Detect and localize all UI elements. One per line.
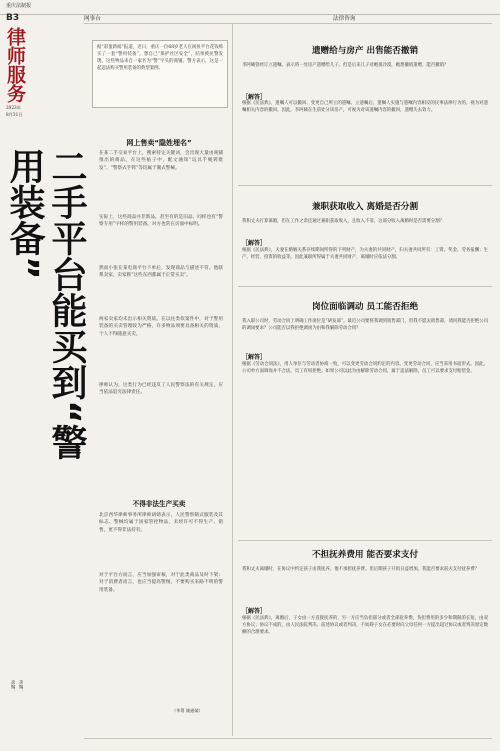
big-vertical-title: 二手平台能买到“警用装备”	[4, 148, 87, 460]
footer-rule	[84, 738, 492, 739]
design-credit: 美编：	[19, 680, 25, 693]
quote-text: 据“彩蛋新闻”报道，近日，重庆一位68岁老人在闲鱼平台花钱购买了一套“警用装备”，想自己“保护社区安全”。结果被民警发现，这些物品来自一家名为“警”字头的商铺。警方表示，这是一起违法购买警用装备的典型案例。	[97, 45, 223, 72]
left-paragraph: 实际上，这些商品并非新品，甚至有的是旧品。同样也有“警察专用”字样的警用装备。对方也常在页面中标明。	[99, 215, 223, 228]
left-column-label: 网事台	[84, 16, 101, 22]
paper-name: 重庆法制报	[6, 3, 32, 9]
article-intro: 我和丈夫离婚时，在协议中约定孩子由我抚养，他不承担抚养费。但后期孩子开销日益增加，我能否要求前夫支付抚养费？	[242, 567, 480, 572]
section-title-vertical: 律师服务	[4, 27, 26, 103]
reply-tag: ［解答］	[242, 608, 267, 615]
left-section2-title: 不得非法生产买卖	[132, 500, 186, 508]
article-divider	[238, 185, 492, 186]
left-paragraph: 在某二手交易平台上，搜索特定关键词，会出现大量由商铺推出的商品。在这些帖子中，配文通知“玩具手绳铐批发”、“警察式手铐”等均属于制式警械。	[99, 151, 223, 171]
article-body: 根据《民法典》，离婚后，子女由一方直接抚养的，另一方应当负担部分或者全部抚养费。负担费用的多少和期限的长短，由双方协议；协议不成的，由人民法院判决。前述协议或者判决，不妨碍子女在必要时向父母任何一方提出超过协议或者判决原定数额的合理要求。	[242, 616, 488, 636]
quote-box	[92, 40, 228, 108]
article-intro: 我和丈夫打算离婚，但在工作之余还通过兼职获取收入，且收入不菲，这部分收入离婚时是否需要分割？	[242, 219, 444, 224]
left-section2-paragraph: 对于平台方而言，应当加强审核，对于此类商品及时下架；对于消费者而言，也应当提高警惕，不要购买来路不明的警用装备。	[99, 573, 223, 593]
left-paragraph: 律师认为，这类行为已经违反了人民警察法的有关规定，应当依法追究法律责任。	[99, 383, 223, 396]
article-body: 根据《民法典》，遗嘱人可以撤回、变更自己所立的遗嘱。立遗嘱后，遗嘱人实施与遗嘱内容相反的民事法律行为的，视为对遗嘱相关内容的撤回。因此，李阿姨在生前处分该房产，可视为对该遗嘱内容的撤回，遗赠失去效力。	[242, 101, 488, 114]
issue-date: 2023年	[6, 105, 21, 110]
left-paragraph: 两家卖家均未出示相关资质。在以往类似案件中，对于警用装备的买卖管理较为严格，许多物品须要具备相关的资质，个人不得随意买卖。	[99, 317, 223, 337]
editor-credit: 责编：	[11, 680, 17, 693]
issue-month-day: 8月31日	[6, 112, 23, 117]
article-divider	[238, 286, 492, 287]
left-section2-paragraph: 北京西华律师事务所律师胡婧表示，人民警察制式服装及其标志、警械均属于国家管控物品，未经许可不得生产、销售，更不得非法持有。	[99, 513, 223, 533]
article-title: 兼职获取收入 离婚是否分割	[311, 202, 419, 212]
reply-tag: ［解答］	[242, 240, 267, 247]
left-author: （华菁 姚通婧）	[172, 708, 203, 713]
reply-tag: ［解答］	[242, 94, 267, 101]
masthead	[0, 0, 500, 15]
article-title: 遗赠给与房产 出售能否撤销	[311, 46, 419, 56]
header-rule	[84, 23, 492, 24]
article-body: 根据《劳动合同法》，用人单位与劳动者协商一致，可以变更劳动合同约定的内容。变更劳动合同，应当采用书面形式。因此，公司单方面调岗并不合法，员工有权拒绝。如果公司以此为由解除劳动合同，属于违法解除，员工可以要求支付赔偿金。	[242, 362, 488, 375]
article-divider	[238, 540, 492, 541]
article-title: 岗位面临调动 员工能否拒绝	[311, 302, 419, 312]
article-intro: 我入职公司时，劳动合同上明确工作岗位是“研发部”。最近公司要将我调到销售部门，但我不愿去销售部，请问我能否拒绝公司的调岗要求？公司能否以我拒绝调岗为由和我解除劳动合同？	[242, 319, 488, 332]
left-headline: 网上售卖“隐姓埋名”	[126, 139, 192, 147]
left-paragraph: 然而小张在某电商平台下单后，发现商品与描述不符。他联系卖家，卖家称“这些东西都属于正常买卖”。	[99, 266, 223, 279]
right-column-label: 法律咨询	[333, 16, 356, 22]
article-body: 根据《民法典》，夫妻在婚姻关系存续期间所得的下列财产，为夫妻的共同财产，归夫妻共同所有：工资、奖金、劳务报酬；生产、经营、投资的收益等。因此兼职所得属于夫妻共同财产，离婚时应依法分割。	[242, 248, 488, 261]
page-number: B3	[6, 13, 20, 23]
article-title: 不担抚养费用 能否要求支付	[311, 550, 419, 560]
article-intro: 李阿姨曾经订立遗嘱，表示将一处房产遗赠给儿子。但是后来儿子对她很冷漠，她想撤销遗赠，能否撤销？	[242, 63, 449, 68]
reply-tag: ［解答］	[242, 354, 267, 361]
column-divider	[232, 24, 233, 736]
